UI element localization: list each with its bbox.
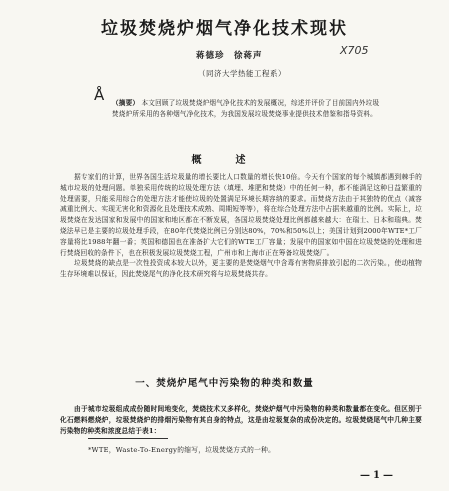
handwritten-note: X705 bbox=[340, 44, 369, 57]
abstract-text: 本文回顾了垃圾焚烧炉烟气净化技术的发展概况，综述并评价了目前国内外垃圾焚烧炉所采用的各种烟气净化技术，为我国发展垃圾焚烧事业提供技术借鉴和指导资料。 bbox=[112, 99, 380, 118]
footnote: *WTE，Waste-To-Energy的缩写，垃圾焚烧方式的一种。 bbox=[88, 446, 276, 454]
abstract-label: （摘要） bbox=[112, 99, 140, 107]
section-text bbox=[60, 404, 422, 436]
affiliation: （同济大学热能工程系） bbox=[198, 69, 286, 78]
footnote-rule bbox=[88, 438, 168, 439]
section-heading: 一、焚烧炉尾气中污染物的种类和数量 bbox=[135, 378, 314, 389]
authors: 蒋德珍 徐蒋声 bbox=[196, 51, 263, 61]
margin-mark: Å bbox=[94, 86, 105, 104]
overview-heading: 概 述 bbox=[191, 155, 258, 166]
body-paragraph-1: 据专家们的计算，世界各国生活垃圾量的增长要比人口数量的增长快10倍。今天有个国家的每个城镇都遇到棘手的城市垃圾的处理问题。单独采用传统的垃圾处理方法（填埋、堆肥和焚烧）中的任何一种，都不能满足这种日益繁重的处理需要，只能采用综合的处理方法才能使垃圾的处置满足环境长期容纳的要求。而焚烧方法由于其独特的优点（减容减重比例大、实现无害化和资源化且处理技术成熟、周期短等等），将在综合处理方法中占据来越重的比例。实际上，垃圾焚烧在发达国家和发展中的国家和地区都在不断发展，各国垃圾焚烧处理比例都越来越大：在瑞士、日本和瑞典。焚烧法早已是主要的垃圾处理手段，在80年代焚烧比例已分别达80%，70%和50%以上；美国计划到2000年WTE*工厂容量将比1988年翻一番；英国和德国也在准备扩大它们的WTE工厂容量；发展中的国家如中国在垃圾焚烧的处理和进行焚烧回收的条件下，也在积极发展垃圾焚烧工程，广州市和上海市正在筹备垃圾焚烧厂。 bbox=[60, 173, 422, 257]
body-text bbox=[60, 172, 422, 280]
section-paragraph-1: 由于城市垃圾组成成份随时间地变化，焚烧技术又多样化，焚烧炉烟气中污染物的种类和数量都在变化。但区别于化石燃料燃烧炉，垃圾焚烧炉的排烟污染物有其自身的特点，这是由垃圾复杂的成份决定的。垃圾焚烧尾气中几种主要污染物的种类和浓度总结于表1： bbox=[60, 405, 422, 435]
body-paragraph-2: 垃圾焚烧的缺点是一次性投资成本较大以外，更主要的是焚烧烟气中含毒有害物质排放引起的二次污染。，使动植物生存环境难以保证，因此焚烧尾气的净化技术研究将与垃圾焚烧共存。 bbox=[60, 259, 422, 279]
page-number: —1— bbox=[360, 470, 396, 481]
paper-title: 垃圾焚烧炉烟气净化技术现状 bbox=[101, 19, 348, 39]
abstract bbox=[112, 98, 380, 120]
